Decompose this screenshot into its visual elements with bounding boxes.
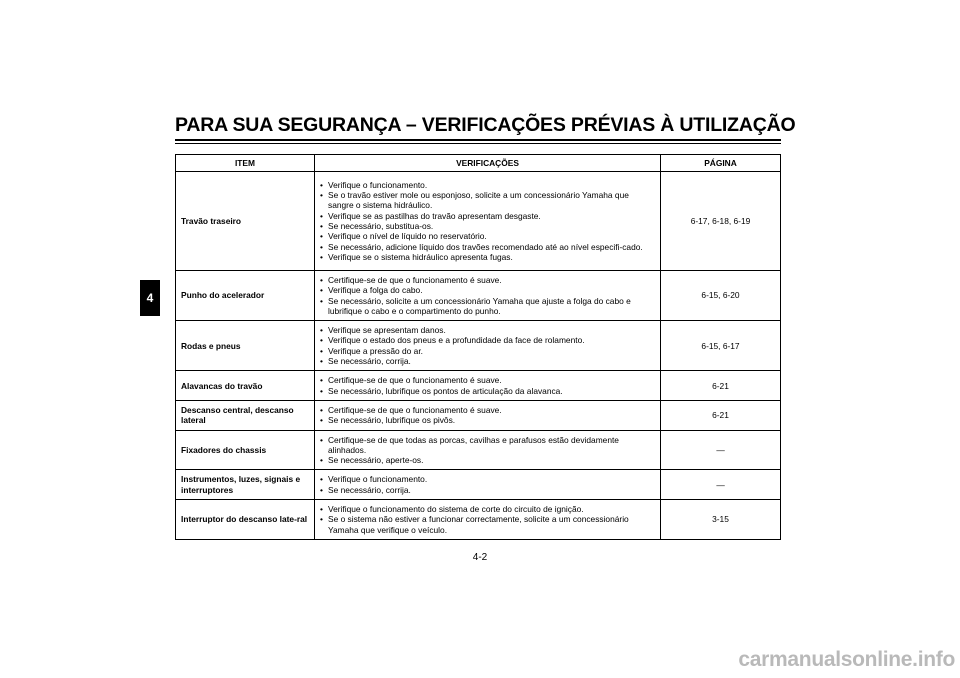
row-page-ref: 3-15 — [661, 500, 781, 540]
site-watermark: carmanualsonline.info — [738, 648, 955, 671]
table-row — [176, 371, 781, 401]
row-item: Interruptor do descanso late-ral — [176, 500, 315, 540]
row-page-ref: — — [661, 470, 781, 500]
check-item: • Verifique o funcionamento. — [320, 180, 656, 190]
row-page-ref: — — [661, 430, 781, 470]
check-item: • Certifique-se de que o funcionamento é suave. — [320, 375, 656, 385]
pre-operation-checks-table — [175, 154, 781, 540]
check-item: • Verifique o funcionamento do sistema de corte do circuito de ignição. — [320, 504, 656, 514]
row-page-ref: 6-15, 6-20 — [661, 271, 781, 321]
row-page-ref: 6-17, 6-18, 6-19 — [661, 172, 781, 271]
check-item: • Verifique o nível de líquido no reservatório. — [320, 231, 656, 241]
column-header-page: PÁGINA — [661, 155, 781, 172]
row-item: Rodas e pneus — [176, 321, 315, 371]
row-checks — [315, 470, 661, 500]
table-row — [176, 470, 781, 500]
check-item: • Verifique a pressão do ar. — [320, 346, 656, 356]
check-item: • Certifique-se de que o funcionamento é suave. — [320, 405, 656, 415]
check-item: • Verifique se as pastilhas do travão apresentam desgaste. — [320, 211, 656, 221]
check-item: • Se necessário, adicione líquido dos travões recomendado até ao nível especifi-cado. — [320, 242, 656, 252]
check-item: • Verifique se apresentam danos. — [320, 325, 656, 335]
check-item: • Verifique o funcionamento. — [320, 474, 656, 484]
check-item: • Verifique o estado dos pneus e a profundidade da face de rolamento. — [320, 335, 656, 345]
table-row — [176, 400, 781, 430]
check-item: • Se necessário, solicite a um concessionário Yamaha que ajuste a folga do cabo e lubrifique o cabo e o compartimento do punho. — [320, 296, 656, 317]
row-page-ref: 6-15, 6-17 — [661, 321, 781, 371]
table-row — [176, 321, 781, 371]
row-item: Instrumentos, luzes, signais e interruptores — [176, 470, 315, 500]
check-item: • Se necessário, substitua-os. — [320, 221, 656, 231]
row-checks — [315, 400, 661, 430]
row-checks — [315, 430, 661, 470]
check-item: • Se necessário, lubrifique os pontos de articulação da alavanca. — [320, 386, 656, 396]
row-item: Fixadores do chassis — [176, 430, 315, 470]
table-header-row — [176, 155, 781, 172]
check-item: • Se o travão estiver mole ou esponjoso, solicite a um concessionário Yamaha que sangre o sistema hidráulico. — [320, 190, 656, 211]
title-rule-thin — [175, 143, 781, 144]
check-item: • Se necessário, corrija. — [320, 485, 656, 495]
check-item: • Certifique-se de que o funcionamento é suave. — [320, 275, 656, 285]
title-rule — [175, 139, 781, 141]
table-row — [176, 271, 781, 321]
check-item: • Se necessário, corrija. — [320, 356, 656, 366]
column-header-item: ITEM — [176, 155, 315, 172]
row-checks — [315, 172, 661, 271]
check-item: • Certifique-se de que todas as porcas, cavilhas e parafusos estão devidamente alinhados. — [320, 435, 656, 456]
page-title: PARA SUA SEGURANÇA – VERIFICAÇÕES PRÉVIAS À UTILIZAÇÃO — [175, 114, 796, 136]
row-page-ref: 6-21 — [661, 400, 781, 430]
page-number: 4-2 — [472, 552, 488, 563]
row-checks — [315, 500, 661, 540]
table-row — [176, 172, 781, 271]
table-row — [176, 500, 781, 540]
row-checks — [315, 271, 661, 321]
row-checks — [315, 371, 661, 401]
row-item: Punho do acelerador — [176, 271, 315, 321]
check-item: • Verifique a folga do cabo. — [320, 285, 656, 295]
check-item: • Verifique se o sistema hidráulico apresenta fugas. — [320, 252, 656, 262]
row-item: Travão traseiro — [176, 172, 315, 271]
row-item: Descanso central, descanso lateral — [176, 400, 315, 430]
check-item: • Se necessário, lubrifique os pivôs. — [320, 415, 656, 425]
table-row — [176, 430, 781, 470]
row-page-ref: 6-21 — [661, 371, 781, 401]
check-item: • Se necessário, aperte-os. — [320, 455, 656, 465]
row-item: Alavancas do travão — [176, 371, 315, 401]
chapter-tab: 4 — [140, 280, 160, 316]
row-checks — [315, 321, 661, 371]
column-header-checks: VERIFICAÇÕES — [315, 155, 661, 172]
check-item: • Se o sistema não estiver a funcionar correctamente, solicite a um concessionário Yamaha que verifique o veículo. — [320, 514, 656, 535]
